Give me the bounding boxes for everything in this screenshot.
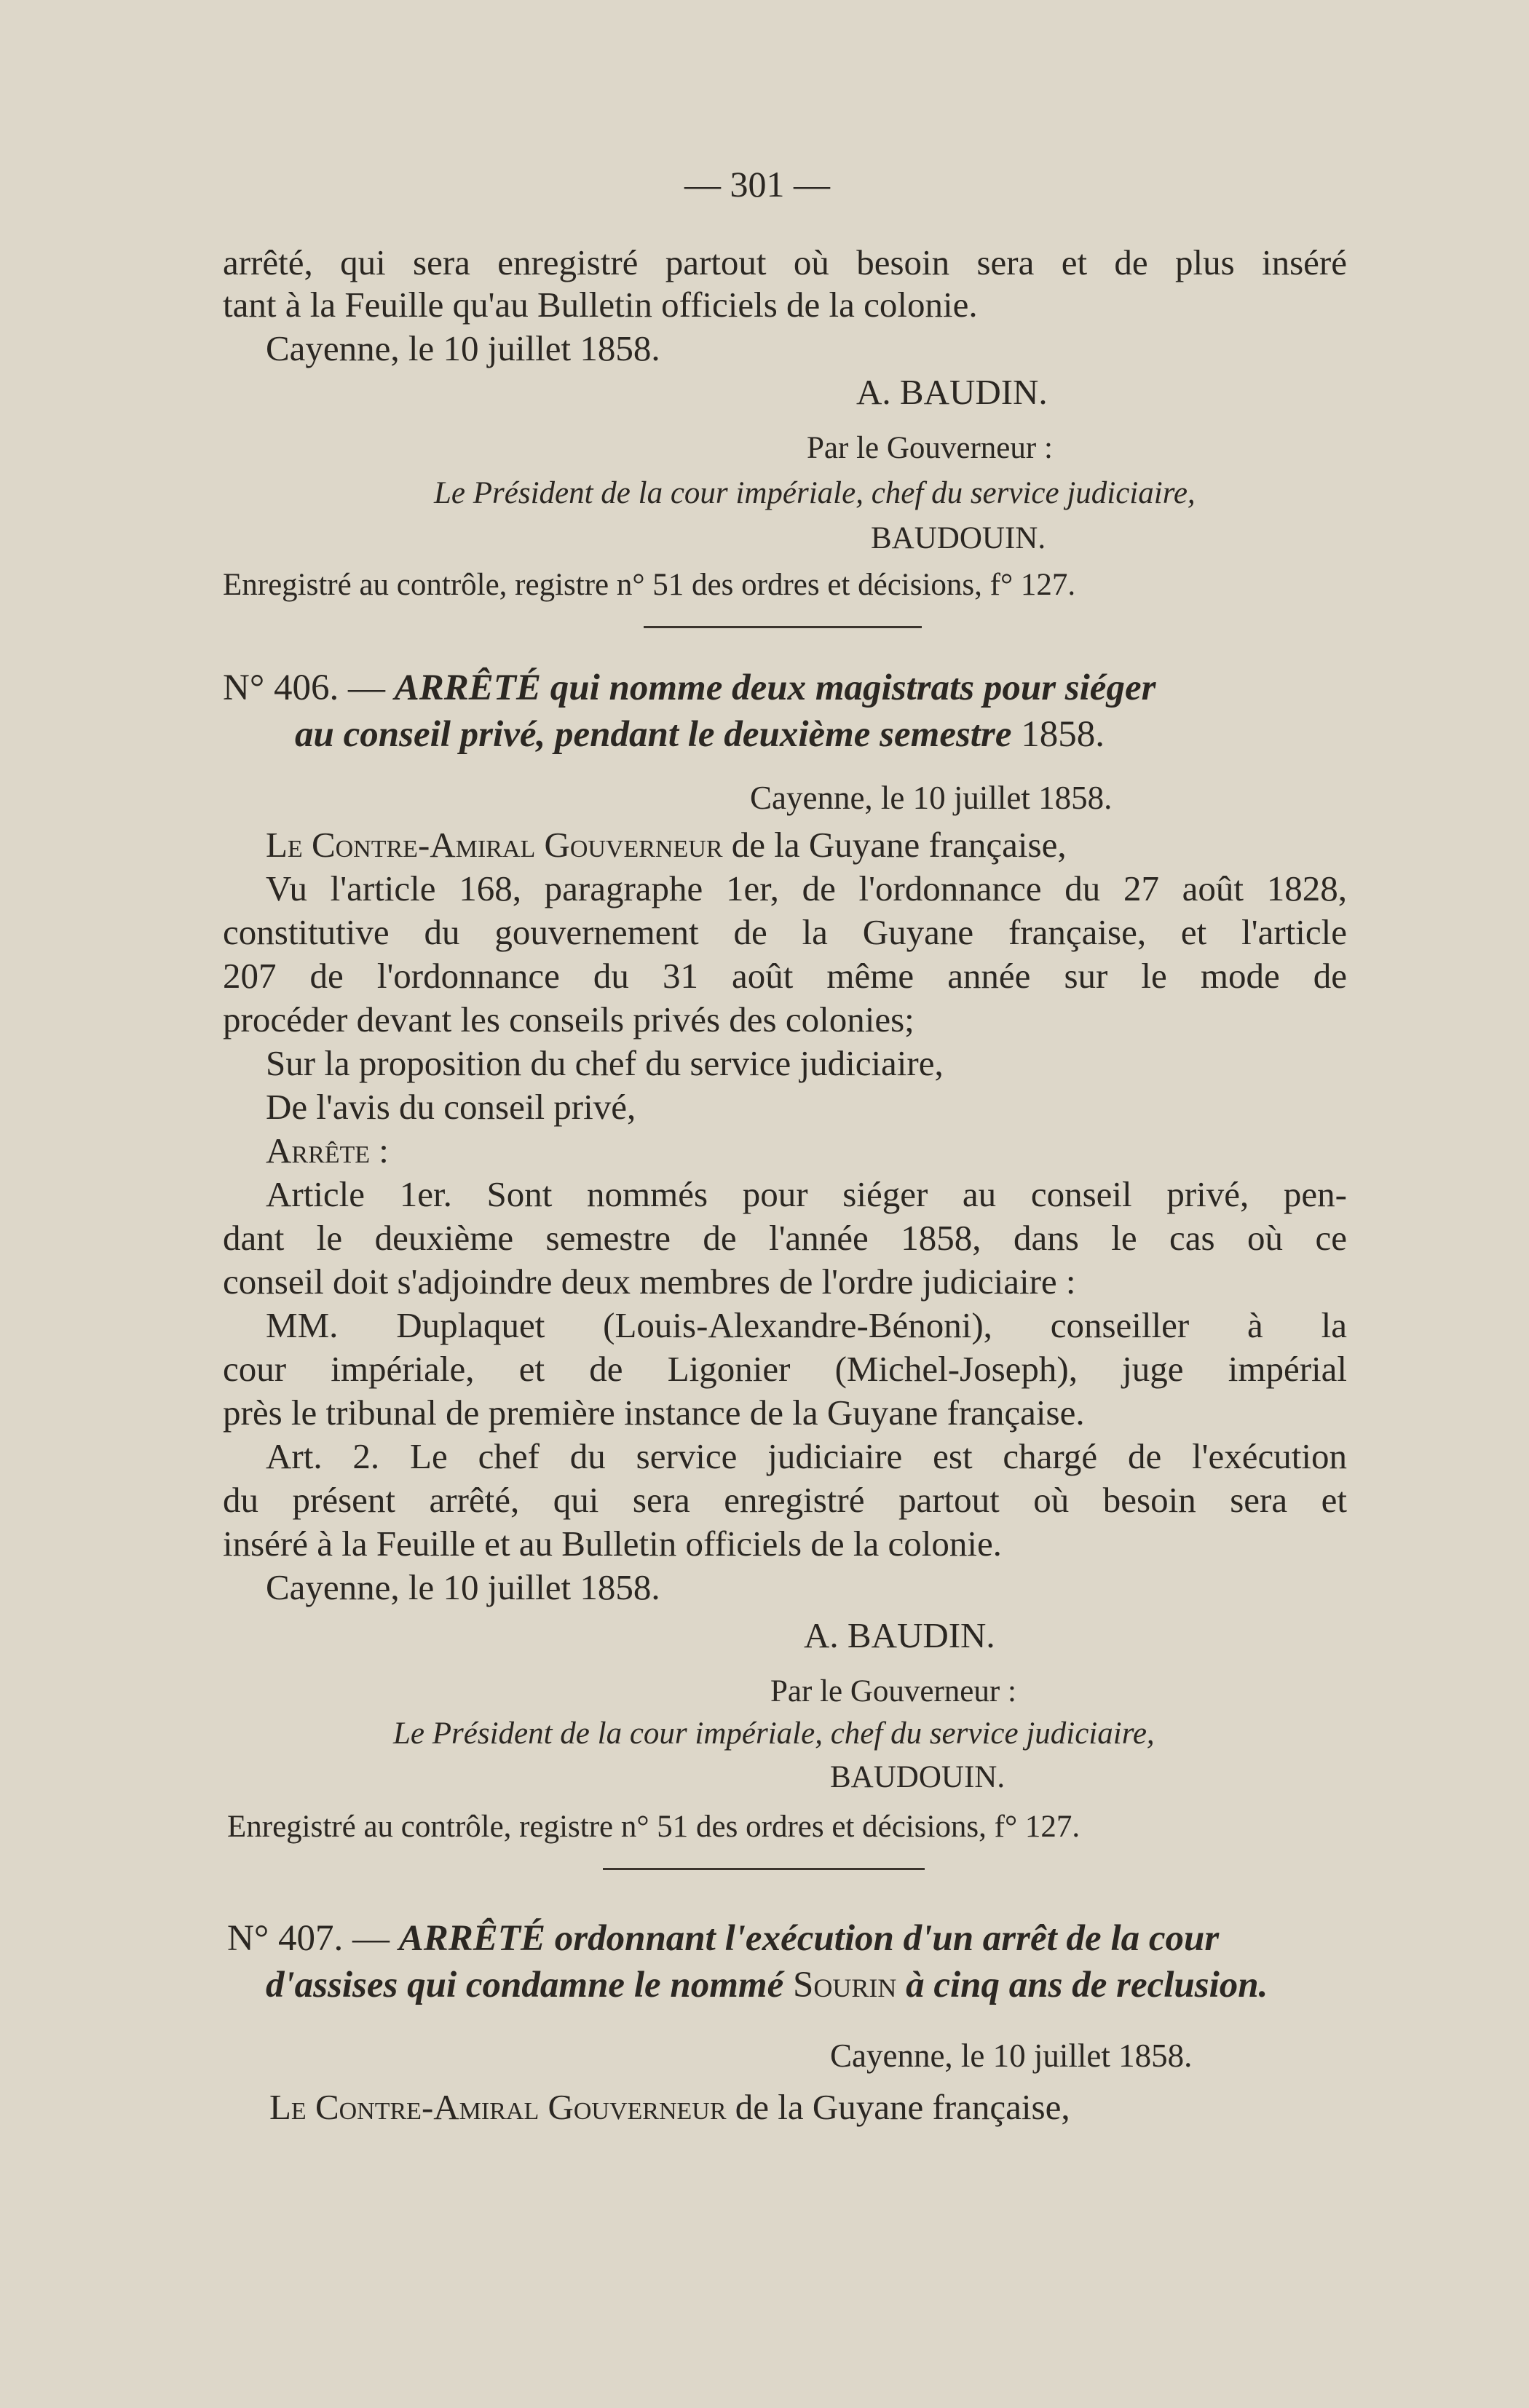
article-line: cour impériale, et de Ligonier (Michel-Joseph), juge impérial (223, 1349, 1347, 1389)
body-line: Sur la proposition du chef du service judiciaire, (266, 1043, 944, 1083)
countersign: BAUDOUIN. (871, 521, 1046, 555)
act-number: N° 407. — (227, 1918, 390, 1959)
official-title: Le Président de la cour impériale, chef du service judiciaire, (393, 1716, 1155, 1751)
act-title: ordonnant l'exécution d'un arrêt de la cour (545, 1918, 1220, 1959)
article-line: Art. 2. Le chef du service judiciaire est chargé de l'exécution (266, 1436, 1347, 1476)
dateline: Cayenne, le 10 juillet 1858. (830, 2037, 1193, 2074)
body-line: tant à la Feuille qu'au Bulletin officiels de la colonie. (223, 285, 978, 325)
dateline: Cayenne, le 10 juillet 1858. (750, 780, 1113, 816)
issuer (266, 827, 1067, 863)
arrete-label: Arrête : (266, 1130, 389, 1171)
countersign: BAUDOUIN. (830, 1760, 1005, 1794)
act-title: qui nomme deux magistrats pour siéger (540, 668, 1156, 708)
body-line: 207 de l'ordonnance du 31 août même année sur le mode de (223, 956, 1347, 996)
act-number: N° 406. — (223, 668, 385, 708)
issuer-rest: de la Guyane française, (726, 2087, 1070, 2127)
body-line: De l'avis du conseil privé, (266, 1087, 636, 1127)
official-title: Le Président de la cour impériale, chef du service judiciaire, (434, 476, 1196, 510)
article-line: MM. Duplaquet (Louis-Alexandre-Bénoni), conseiller à la (266, 1305, 1347, 1345)
by-governor: Par le Gouverneur : (770, 1674, 1016, 1708)
act-year: 1858. (1021, 714, 1105, 755)
article-line: du présent arrêté, qui sera enregistré partout où besoin sera et (223, 1480, 1347, 1520)
act-type: ARRÊTÉ (398, 1918, 545, 1959)
place-date: Cayenne, le 10 juillet 1858. (266, 328, 660, 368)
page-number: — 301 — (684, 164, 830, 205)
body-line: constitutive du gouvernement de la Guyane française, et l'article (223, 912, 1347, 952)
issuer-title: Le Contre-Amiral Gouverneur (266, 825, 723, 865)
article-line: Article 1er. Sont nommés pour siéger au conseil privé, pen- (266, 1174, 1347, 1214)
registration-note: Enregistré au contrôle, registre n° 51 des ordres et décisions, f° 127. (223, 568, 1076, 602)
convict-name: Sourin (792, 1965, 897, 2005)
place-date: Cayenne, le 10 juillet 1858. (266, 1567, 660, 1607)
issuer-title: Le Contre-Amiral Gouverneur (269, 2087, 727, 2127)
signature: A. BAUDIN. (804, 1615, 995, 1655)
act-title-cont: d'assises qui condamne le nommé (266, 1965, 793, 2005)
by-governor: Par le Gouverneur : (807, 431, 1053, 465)
act-heading-line2 (295, 716, 1105, 753)
issuer (269, 2089, 1070, 2125)
article-line: dant le deuxième semestre de l'année 1858, dans le cas où ce (223, 1218, 1347, 1258)
section-divider (603, 1868, 925, 1870)
act-heading (227, 1920, 1219, 1957)
body-line: arrêté, qui sera enregistré partout où besoin sera et de plus inséré (223, 242, 1347, 282)
article-line: conseil doit s'adjoindre deux membres de l'ordre judiciaire : (223, 1262, 1076, 1302)
article-line: inséré à la Feuille et au Bulletin officiels de la colonie. (223, 1524, 1002, 1564)
act-heading (223, 670, 1155, 707)
body-line: Vu l'article 168, paragraphe 1er, de l'ordonnance du 27 août 1828, (266, 868, 1347, 908)
article-line: près le tribunal de première instance de la Guyane française. (223, 1393, 1085, 1433)
registration-note: Enregistré au contrôle, registre n° 51 des ordres et décisions, f° 127. (227, 1810, 1080, 1844)
act-type: ARRÊTÉ (394, 668, 541, 708)
signature: A. BAUDIN. (856, 372, 1048, 412)
section-divider (644, 626, 922, 628)
body-line: procéder devant les conseils privés des colonies; (223, 999, 914, 1039)
act-heading-line2 (266, 1967, 1268, 2004)
issuer-rest: de la Guyane française, (722, 825, 1067, 865)
act-title-cont: au conseil privé, pendant le deuxième semestre (295, 714, 1022, 755)
act-title-cont: à cinq ans de reclusion. (896, 1965, 1268, 2005)
